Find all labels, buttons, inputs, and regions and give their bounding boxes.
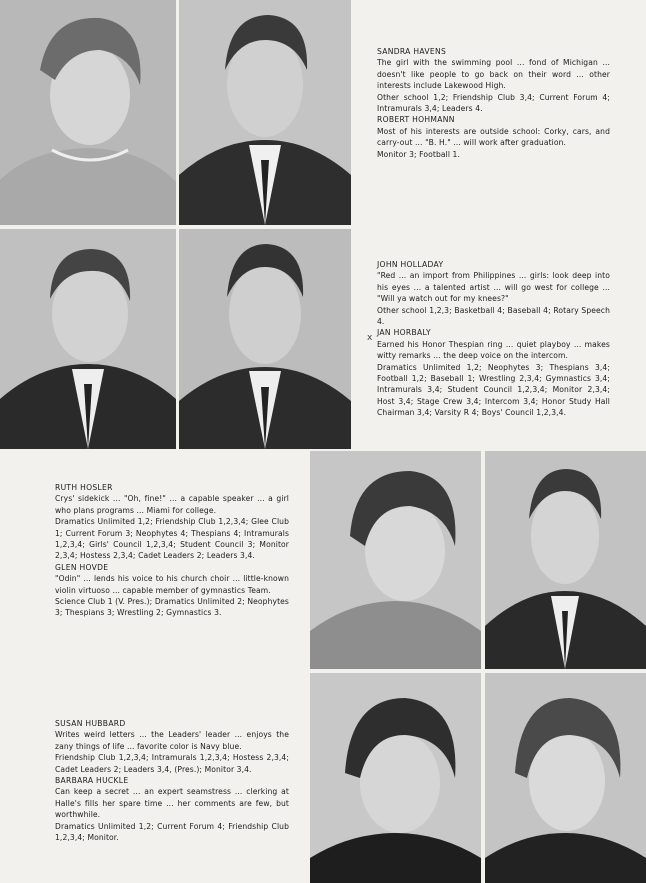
- student-traits-glen-hovde: "Odin" ... lends his voice to his church choir ... little-known violin virtuoso ... capable member of gymnastics Team.: [55, 574, 289, 595]
- portrait-glen-hovde: [485, 451, 646, 669]
- student-activities-barbara-huckle: Dramatics Unlimited 1,2; Current Forum 4; Friendship Club 1,2,3,4; Monitor.: [55, 821, 289, 843]
- student-name-jan-horbaly: JAN HORBALY: [377, 328, 431, 338]
- student-name-sandra-havens: SANDRA HAVENS: [377, 47, 447, 56]
- portrait-jan-horbaly: [179, 229, 351, 449]
- bio-block-hubbard-huckle: [55, 718, 289, 843]
- bio-block-hosler-hovde: [55, 482, 289, 619]
- bio-block-holladay-horbaly: [377, 259, 610, 419]
- student-activities-jan-horbaly: Dramatics Unlimited 1,2; Neophytes 3; Thespians 3,4; Football 1,2; Baseball 1; Wrestling 2,3,4; Gymnastics 3,4; Intramurals 3,4; Student Council 1,2,3,4; Monitor 2,3,4; Host 3,4; Stage Crew 3,4; Intercom 3,4; Honor Study Hall Chairman 3,4; Varsity R 4; Boys' Council 1,2,3,4.: [377, 362, 610, 418]
- student-traits-john-holladay: "Red ... an import from Philippines ... girls: look deep into his eyes ... a talented artist ... will go west for college ... "Will ya watch out for my knees?": [377, 271, 610, 304]
- student-name-robert-hohmann: ROBERT HOHMANN: [377, 115, 455, 125]
- student-name-glen-hovde: GLEN HOVDE: [55, 562, 109, 572]
- portrait-barbara-huckle: [485, 673, 646, 883]
- student-traits-barbara-huckle: Can keep a secret ... an expert seamstress ... clerking at Halle's fills her spare time ... her comments are few, but worthwhile.: [55, 787, 289, 820]
- student-traits-sandra-havens: The girl with the swimming pool ... fond of Michigan ... doesn't like people to go back on their word ... other interests include Lakewood High.: [377, 58, 610, 91]
- margin-mark: x: [367, 333, 373, 343]
- student-traits-jan-horbaly: Earned his Honor Thespian ring ... quiet playboy ... makes witty remarks ... the deep voice on the intercom.: [377, 339, 610, 361]
- portrait-susan-hubbard: [310, 673, 481, 883]
- portrait-sandra-havens: [0, 0, 176, 225]
- portrait-john-holladay: [0, 229, 176, 449]
- student-activities-robert-hohmann: Monitor 3; Football 1.: [377, 149, 461, 159]
- student-activities-john-holladay: Other school 1,2,3; Basketball 4; Baseball 4; Rotary Speech 4.: [377, 305, 610, 327]
- student-name-barbara-huckle: BARBARA HUCKLE: [55, 776, 129, 786]
- student-traits-robert-hohmann: Most of his interests are outside school: Corky, cars, and carry-out ... "B. H." ... will work after graduation.: [377, 126, 610, 148]
- student-traits-ruth-hosler: Crys' sidekick ... "Oh, fine!" ... a capable speaker ... a girl who plans programs ... Miami for college.: [55, 494, 289, 515]
- student-name-ruth-hosler: RUTH HOSLER: [55, 483, 113, 492]
- student-activities-ruth-hosler: Dramatics Unlimited 1,2; Friendship Club 1,2,3,4; Glee Club 1; Current Forum 3; Neophytes 4; Thespians 4; Intramurals 1,2,3,4; Girls' Council 1,2,3,4; Student Council 3; Monitor 2,3,4; Hostess 2,3,4; Cadet Leaders 2; Leaders 3,4.: [55, 517, 289, 561]
- bio-block-havens-hohmann: [377, 46, 610, 160]
- student-name-john-holladay: JOHN HOLLADAY: [377, 260, 444, 269]
- student-activities-glen-hovde: Science Club 1 (V. Pres.); Dramatics Unlimited 2; Neophytes 3; Thespians 3; Wrestling 2; Gymnastics 3.: [55, 597, 289, 618]
- student-name-susan-hubbard: SUSAN HUBBARD: [55, 719, 126, 728]
- portrait-ruth-hosler: [310, 451, 481, 669]
- portrait-robert-hohmann: [179, 0, 351, 225]
- student-activities-susan-hubbard: Friendship Club 1,2,3,4; Intramurals 1,2,3,4; Hostess 2,3,4; Cadet Leaders 2; Leaders 3,4, (Pres.); Monitor 3,4.: [55, 753, 289, 774]
- student-traits-susan-hubbard: Writes weird letters ... the Leaders' leader ... enjoys the zany things of life ... favorite color is Navy blue.: [55, 730, 289, 751]
- student-activities-sandra-havens: Other school 1,2; Friendship Club 3,4; Current Forum 4; Intramurals 3,4; Leaders 4.: [377, 92, 610, 114]
